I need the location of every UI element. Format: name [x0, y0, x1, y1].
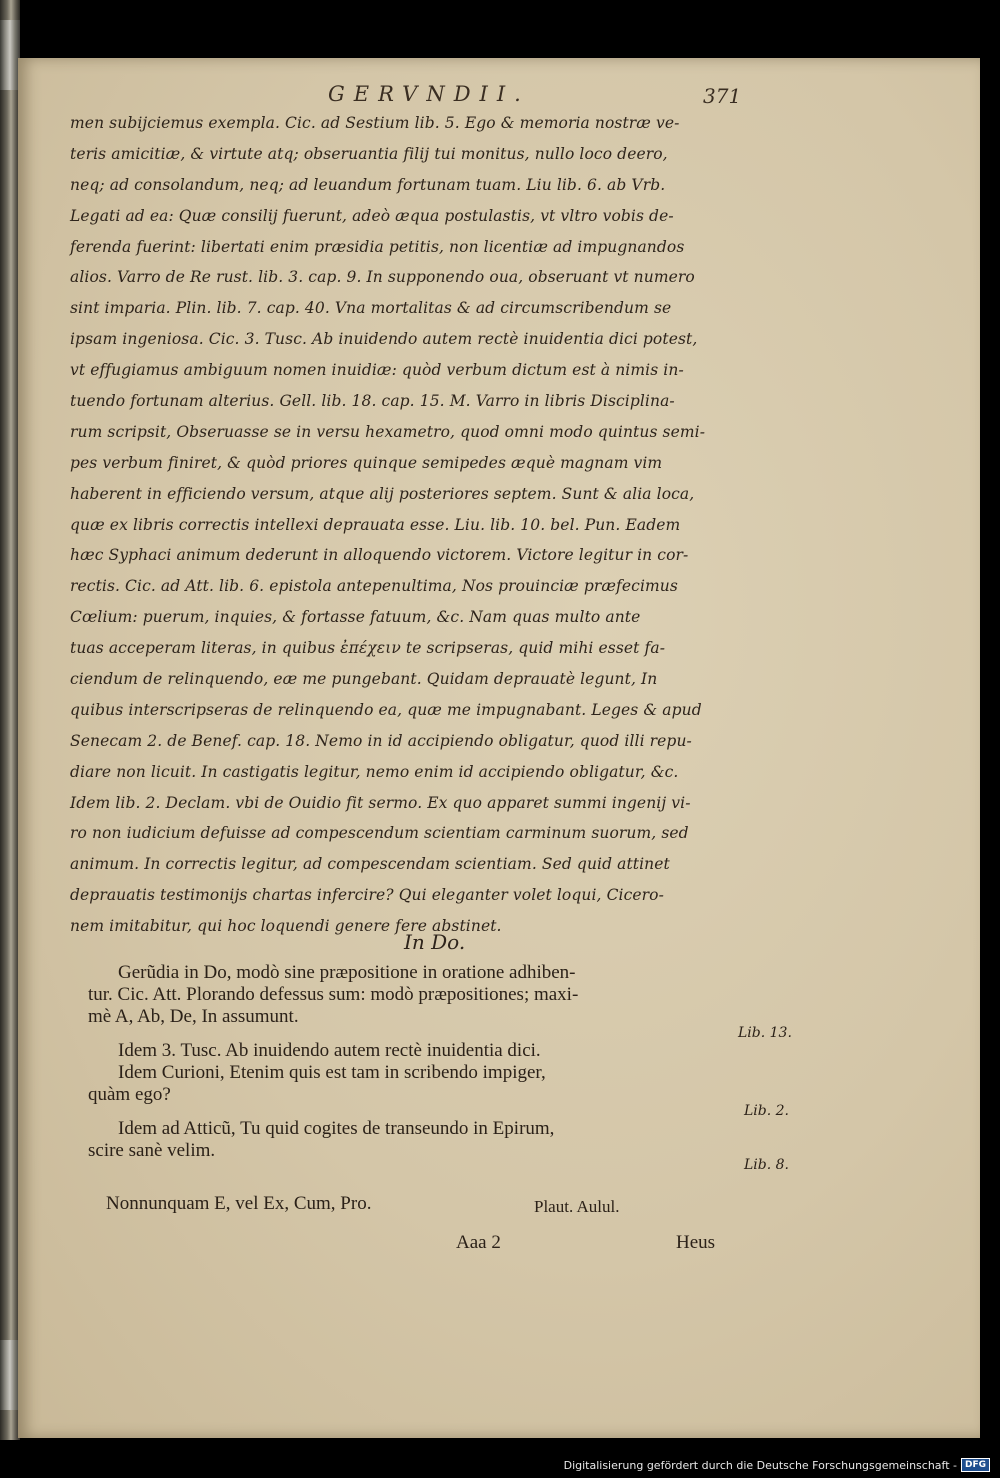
body-text-italic — [70, 108, 770, 942]
text-line: ro non iudicium defuisse ad compescendum scientiam carminum suorum, sed — [70, 824, 689, 843]
text-line: Idem ad Atticũ, Tu quid cogites de transeundo in Epirum, — [118, 1118, 555, 1139]
text-line: Legati ad ea: Quæ consilij fuerunt, adeò æqua postulastis, vt vltro vobis de- — [70, 206, 674, 225]
digitization-credit — [564, 1458, 990, 1472]
text-line: neq; ad consolandum, neq; ad leuandum fortunam tuam. Liu lib. 6. ab Vrb. — [70, 175, 666, 194]
text-line: deprauatis testimonijs chartas infercire? Qui eleganter volet loqui, Cicero- — [70, 886, 664, 905]
margin-note: Lib. 2. — [744, 1103, 789, 1119]
text-line: diare non licuit. In castigatis legitur, nemo enim id accipiendo obligatur, &c. — [70, 762, 679, 781]
text-line: ferenda fuerint: libertati enim præsidia petitis, non licentiæ ad impugnandos — [70, 237, 685, 256]
text-line: teris amicitiæ, & virtute atq; obseruantia filij tui monitus, nullo loco deero, — [70, 144, 668, 163]
text-line: Gerũdia in Do, modò sine præpositione in oratione adhiben- — [118, 962, 576, 983]
margin-note: Lib. 8. — [744, 1157, 789, 1173]
text-line: Idem Curioni, Etenim quis est tam in scribendo impiger, — [118, 1062, 546, 1083]
last-line-reference: Plaut. Aulul. — [534, 1197, 620, 1216]
spine-band — [0, 1340, 20, 1410]
book-spine — [0, 0, 20, 1440]
text-line: Idem 3. Tusc. Ab inuidendo autem rectè inuidentia dici. — [118, 1040, 541, 1061]
text-line: quæ ex libris correctis intellexi deprauata esse. Liu. lib. 10. bel. Pun. Eadem — [70, 515, 681, 534]
section-title: In Do. — [404, 930, 466, 954]
text-line: haberent in efficiendo versum, atque alij posteriores septem. Sunt & alia loca, — [70, 484, 695, 503]
text-line: Idem lib. 2. Declam. vbi de Ouidio fit sermo. Ex quo apparet summi ingenij vi- — [70, 793, 691, 812]
text-line: vt effugiamus ambiguum nomen inuidiæ: quòd verbum dictum est à nimis in- — [70, 361, 684, 380]
text-line: quàm ego? — [88, 1084, 171, 1105]
text-line: rectis. Cic. ad Att. lib. 6. epistola antepenultima, Nos prouinciæ præfecimus — [70, 577, 678, 596]
text-line: nem imitabitur, qui hoc loquendi genere fere abstinet. — [70, 917, 502, 936]
text-line: tuendo fortunam alterius. Gell. lib. 18. cap. 15. M. Varro in libris Disciplina- — [70, 392, 675, 411]
text-line: ciendum de relinquendo, eæ me pungebant. Quidam deprauatè legunt, In — [70, 670, 658, 689]
footer-text: Digitalisierung gefördert durch die Deutsche Forschungsgemeinschaft - — [563, 1458, 957, 1472]
text-line: scire sanè velim. — [88, 1140, 216, 1161]
signature-mark: Aaa 2 — [456, 1232, 501, 1253]
text-line: alios. Varro de Re rust. lib. 3. cap. 9. In supponendo oua, obseruant vt numero — [70, 268, 695, 287]
text-line: tur. Cic. Att. Plorando defessus sum: modò præpositiones; maxi- — [88, 984, 579, 1005]
text-line: Cœlium: puerum, inquies, & fortasse fatuum, &c. Nam quas multo ante — [70, 608, 641, 627]
margin-note: Lib. 13. — [738, 1025, 792, 1041]
dfg-logo: DFG — [961, 1458, 990, 1472]
text-line: hæc Syphaci animum dederunt in alloquendo victorem. Victore legitur in cor- — [70, 546, 689, 565]
text-line: mè A, Ab, De, In assumunt. — [88, 1006, 299, 1027]
page-number: 371 — [703, 84, 742, 108]
text-line: men subijciemus exempla. Cic. ad Sestium lib. 5. Ego & memoria nostræ ve- — [70, 114, 680, 132]
catchword: Heus — [676, 1232, 716, 1253]
text-line: ipsam ingeniosa. Cic. 3. Tusc. Ab inuidendo autem rectè inuidentia dici potest, — [70, 330, 698, 349]
text-line: rum scripsit, Obseruasse se in versu hexametro, quod omni modo quintus semi- — [70, 422, 706, 441]
text-line: tuas acceperam literas, in quibus ἐπέχειν te scripseras, quid mihi esset fa- — [70, 639, 666, 658]
spine-band — [0, 20, 20, 90]
text-line: pes verbum finiret, & quòd priores quinque semipedes æquè magnam vim — [70, 453, 663, 472]
text-line: animum. In correctis legitur, ad compescendam scientiam. Sed quid attinet — [70, 855, 670, 874]
running-head: GERVNDII. — [328, 82, 530, 106]
last-line: Nonnunquam E, vel Ex, Cum, Pro. — [106, 1193, 372, 1214]
section-text — [88, 962, 728, 1162]
text-line: quibus interscripseras de relinquendo ea, quæ me impugnabant. Leges & apud — [70, 700, 702, 719]
text-line: sint imparia. Plin. lib. 7. cap. 40. Vna mortalitas & ad circumscribendum se — [70, 299, 672, 318]
text-line: Senecam 2. de Benef. cap. 18. Nemo in id accipiendo obligatur, quod illi repu- — [70, 731, 692, 750]
